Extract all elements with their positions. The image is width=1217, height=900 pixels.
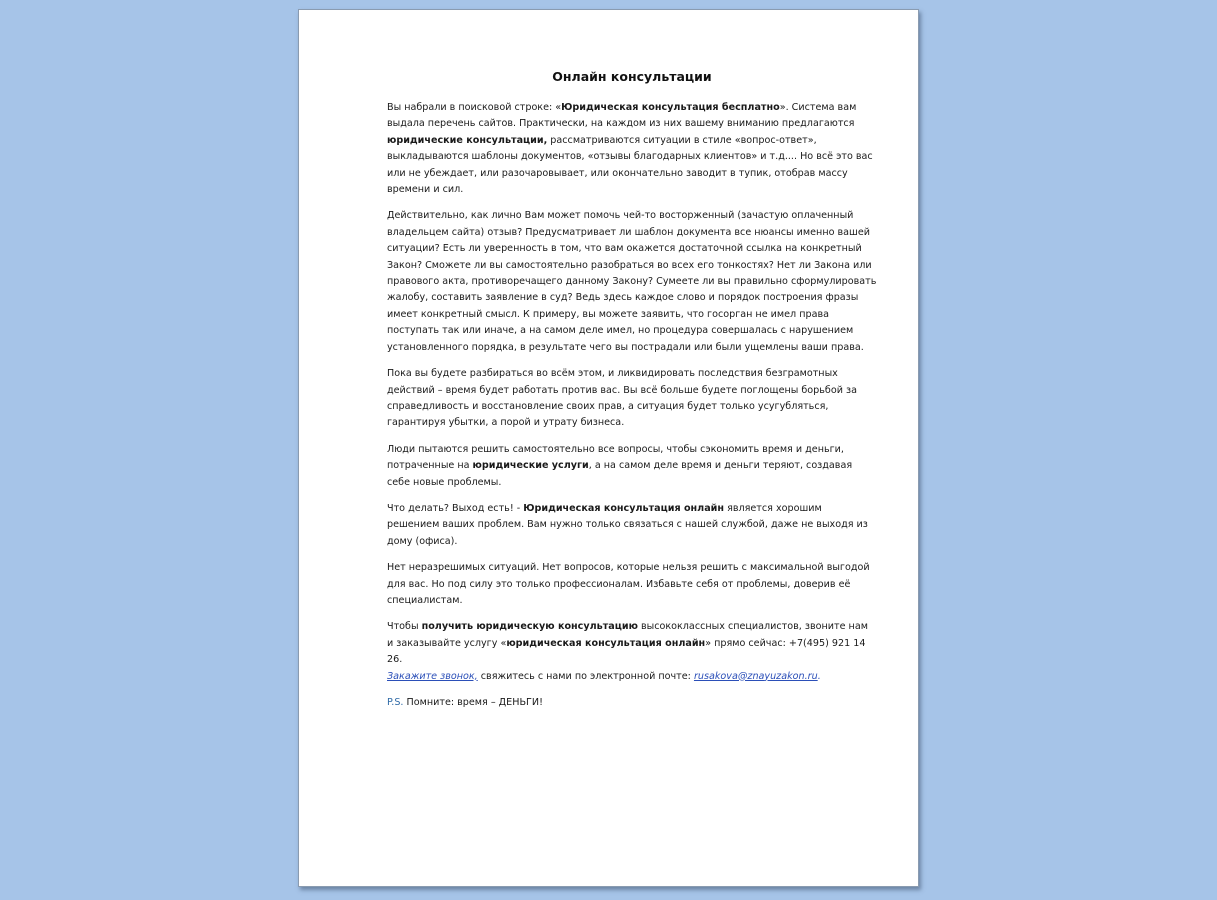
paragraph-7-bold-b: юридическая консультация онлайн bbox=[506, 637, 706, 649]
paragraph-7-bold-a: получить юридическую консультацию bbox=[421, 621, 638, 633]
paragraph-7 bbox=[387, 619, 877, 685]
postscript-text: Помните: время – ДЕНЬГИ! bbox=[403, 697, 543, 708]
document-title: Онлайн консультации bbox=[552, 69, 712, 84]
paragraph-2: Действительно, как лично Вам может помочь чей-то восторженный (зачастую оплаченный владельцем сайта) отзыв? Предусматривает ли шаблон документа все нюансы именно вашей ситуации? Есть ли уверенность в том, что вам окажется достаточной ссылка на конкретный Закон? Сможете ли вы самостоятельно разобраться во всех его тонкостях? Нет ли Закона или правового акта, противоречащего данному Закону? Сумеете ли вы правильно сформулировать жалобу, составить заявление в суд? Ведь здесь каждое слово и порядок построения фразы имеет конкретный смысл. К примеру, вы можете заявить, что госорган не имел права поступать так или иначе, а на самом деле имел, но процедура совершалась с нарушением установленного порядка, в результате чего вы пострадали или были ущемлены ваши права. bbox=[387, 210, 877, 353]
paragraph-5-bold: Юридическая консультация онлайн bbox=[523, 502, 725, 514]
paragraph-7-text-a: Чтобы bbox=[387, 621, 422, 633]
paragraph-5-text-b: является хорошим решением ваших проблем. Вам нужно только связаться с нашей службой, даже не выходя из дому (офиса). bbox=[387, 502, 868, 547]
paragraph-4-bold: юридические услуги bbox=[472, 460, 589, 472]
email-link[interactable]: rusakova@znayuzakon.ru bbox=[693, 670, 818, 682]
paragraph-4-text-a: Люди пытаются решить самостоятельно все вопросы, чтобы сэкономить время и деньги, потраченные на bbox=[387, 443, 844, 472]
paragraph-4 bbox=[387, 442, 877, 491]
email-period: . bbox=[817, 670, 821, 682]
paragraph-5-text-a: Что делать? Выход есть! - bbox=[387, 502, 524, 514]
postscript-label: P.S. bbox=[387, 697, 404, 708]
paragraph-3: Пока вы будете разбираться во всём этом, и ликвидировать последствия безграмотных действий – время будет работать против вас. Вы всё больше будете поглощены борьбой за справедливость и восстановление своих прав, а ситуация будет только усугубляться, гарантируя убытки, а порой и утрату бизнеса. bbox=[387, 368, 857, 429]
paragraph-1-text-c: рассматриваются ситуации в стиле «вопрос-ответ», выкладываются шаблоны документов, «отзывы благодарных клиентов» и т.д.... Но всё это вас или не убеждает, или разочаровывает, или окончательно заводит в тупик, отобрав массу времени и сил. bbox=[387, 134, 873, 196]
paragraph-6: Нет неразрешимых ситуаций. Нет вопросов, которые нельзя решить с максимальной выгодой для вас. Но под силу это только профессионалам. Избавьте себя от проблемы, доверив её специалистам. bbox=[387, 562, 870, 606]
paragraph-1-bold-a: Юридическая консультация бесплатно bbox=[561, 102, 780, 113]
paragraph-1-text-a: Вы набрали в поисковой строке: « bbox=[387, 102, 562, 113]
document-page bbox=[298, 9, 919, 887]
paragraph-4-text-b: , а на самом деле время и деньги теряют, создавая себе новые проблемы. bbox=[387, 460, 853, 488]
postscript bbox=[387, 695, 877, 711]
document-body bbox=[387, 68, 877, 721]
paragraph-1 bbox=[387, 100, 877, 198]
paragraph-5 bbox=[387, 501, 877, 550]
paragraph-1-text-b: ». Система вам выдала перечень сайтов. Практически, на каждом из них вашему вниманию предлагаются bbox=[387, 102, 857, 130]
order-call-link[interactable]: Закажите звонок, bbox=[387, 670, 478, 682]
paragraph-1-bold-b: юридические консультации, bbox=[387, 134, 548, 146]
paragraph-7-text-d: свяжитесь с нами по электронной почте: bbox=[477, 670, 694, 682]
paragraph-7-text-b: высококлассных специалистов, звоните нам и заказывайте услугу « bbox=[387, 621, 868, 649]
paragraph-7-text-c: » прямо сейчас: +7(495) 921 14 26. bbox=[387, 637, 866, 666]
